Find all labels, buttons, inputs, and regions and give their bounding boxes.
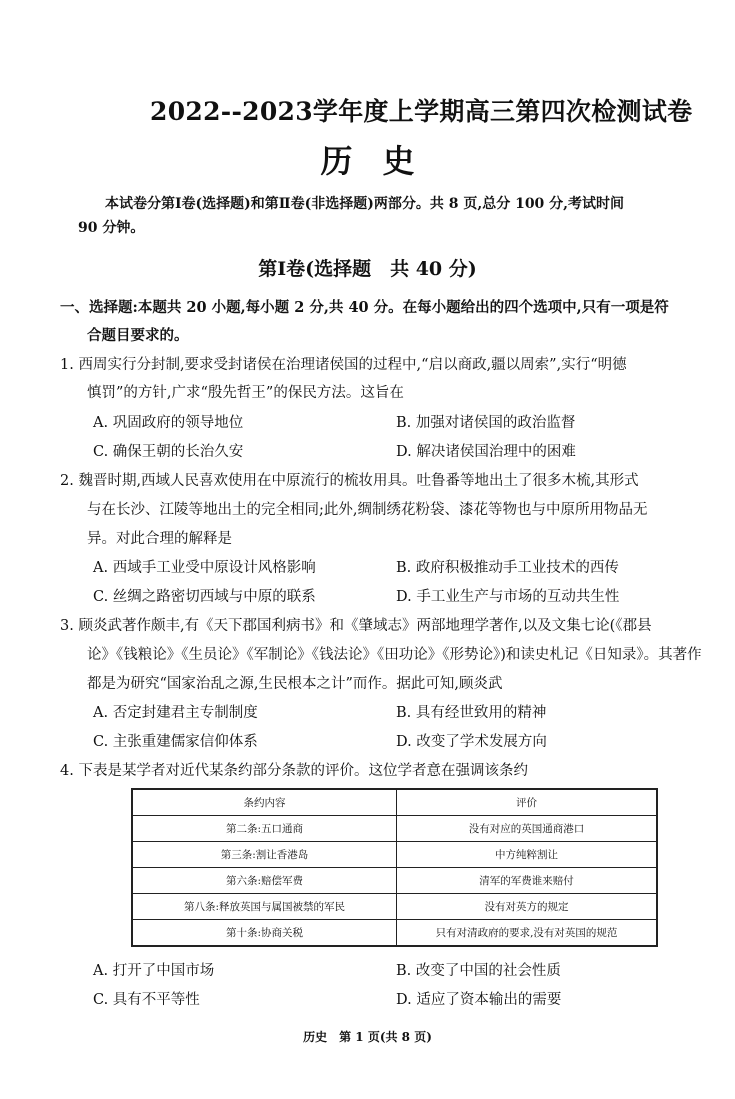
question-2-option-a: A. 西域手工业受中原设计风格影响 <box>93 560 316 576</box>
table-cell: 没有对英方的规定 <box>397 894 658 920</box>
table-row <box>132 868 657 894</box>
question-4-option-c: C. 具有不平等性 <box>93 992 200 1008</box>
question-4-option-b: B. 改变了中国的社会性质 <box>396 963 561 979</box>
table-row <box>132 816 657 842</box>
question-1-line-2: 慎罚”的方针,广求“殷先哲王”的保民方法。这旨在 <box>87 385 404 401</box>
exam-notice: 本试卷分第Ⅰ卷(选择题)和第Ⅱ卷(非选择题)两部分。共 8 页,总分 100 分,考试时间 <box>105 196 625 212</box>
section-title: 第Ⅰ卷(选择题 共 40 分) <box>258 258 477 280</box>
table-header-row <box>132 789 657 816</box>
part-intro-cont: 合题目要求的。 <box>87 327 189 344</box>
question-3-line-2: 论》《钱粮论》《生员论》《军制论》《钱法论》《田功论》《形势论》)和读史札记《日知录》。其著作 <box>87 647 702 663</box>
question-2-option-b: B. 政府积极推动手工业技术的西传 <box>396 560 619 576</box>
table-cell: 只有对清政府的要求,没有对英国的规范 <box>397 920 658 947</box>
part-intro: 一、选择题:本题共 20 小题,每小题 2 分,共 40 分。在每小题给出的四个选项中,只有一项是符 <box>60 299 669 316</box>
table-row <box>132 894 657 920</box>
table-cell: 清军的军费谁来赔付 <box>397 868 658 894</box>
table-cell: 第三条:割让香港岛 <box>132 842 397 868</box>
table-header-cell: 条约内容 <box>132 789 397 816</box>
table-cell: 第二条:五口通商 <box>132 816 397 842</box>
question-1-line-1: 1. 西周实行分封制,要求受封诸侯在治理诸侯国的过程中,“启以商政,疆以周索”,实行“明德 <box>60 357 627 373</box>
table-row <box>132 842 657 868</box>
question-1-option-d: D. 解决诸侯国治理中的困难 <box>396 444 576 460</box>
subject-title: 历史 <box>320 142 445 180</box>
question-2-option-d: D. 手工业生产与市场的互动共生性 <box>396 589 620 605</box>
question-1-option-a: A. 巩固政府的领导地位 <box>93 415 244 431</box>
table-header-cell: 评价 <box>397 789 658 816</box>
question-4-option-a: A. 打开了中国市场 <box>93 963 215 979</box>
exam-title: 2022--2023学年度上学期高三第四次检测试卷 <box>150 97 693 126</box>
table-cell: 第十条:协商关税 <box>132 920 397 947</box>
question-3-option-a: A. 否定封建君主专制制度 <box>93 705 258 721</box>
table-cell: 第六条:赔偿军费 <box>132 868 397 894</box>
question-2-line-1: 2. 魏晋时期,西域人民喜欢使用在中原流行的梳妆用具。吐鲁番等地出土了很多木梳,其形式 <box>60 473 639 489</box>
question-4-line-1: 4. 下表是某学者对近代某条约部分条款的评价。这位学者意在强调该条约 <box>60 763 528 779</box>
treaty-table <box>131 788 658 947</box>
question-3-option-c: C. 主张重建儒家信仰体系 <box>93 734 258 750</box>
exam-notice-cont: 90 分钟。 <box>78 220 145 236</box>
question-3-line-1: 3. 顾炎武著作颇丰,有《天下郡国利病书》和《肇域志》两部地理学著作,以及文集七论(《郡县 <box>60 618 652 634</box>
question-3-option-d: D. 改变了学术发展方向 <box>396 734 547 750</box>
question-1-option-b: B. 加强对诸侯国的政治监督 <box>396 415 576 431</box>
table-cell: 中方纯粹割让 <box>397 842 658 868</box>
table-cell: 没有对应的英国通商港口 <box>397 816 658 842</box>
question-3-option-b: B. 具有经世致用的精神 <box>396 705 547 721</box>
page-footer: 历史 第 1 页(共 8 页) <box>303 1030 432 1044</box>
question-3-line-3: 都是为研究“国家治乱之源,生民根本之计”而作。据此可知,顾炎武 <box>87 676 503 692</box>
question-1-option-c: C. 确保王朝的长治久安 <box>93 444 244 460</box>
table-cell: 第八条:释放英国与属国被禁的军民 <box>132 894 397 920</box>
question-4-option-d: D. 适应了资本输出的需要 <box>396 992 562 1008</box>
table-row <box>132 920 657 947</box>
question-2-option-c: C. 丝绸之路密切西域与中原的联系 <box>93 589 316 605</box>
question-2-line-2: 与在长沙、江陵等地出土的完全相同;此外,绸制绣花粉袋、漆花等物也与中原所用物品无 <box>87 502 648 518</box>
question-2-line-3: 异。对此合理的解释是 <box>87 531 232 547</box>
